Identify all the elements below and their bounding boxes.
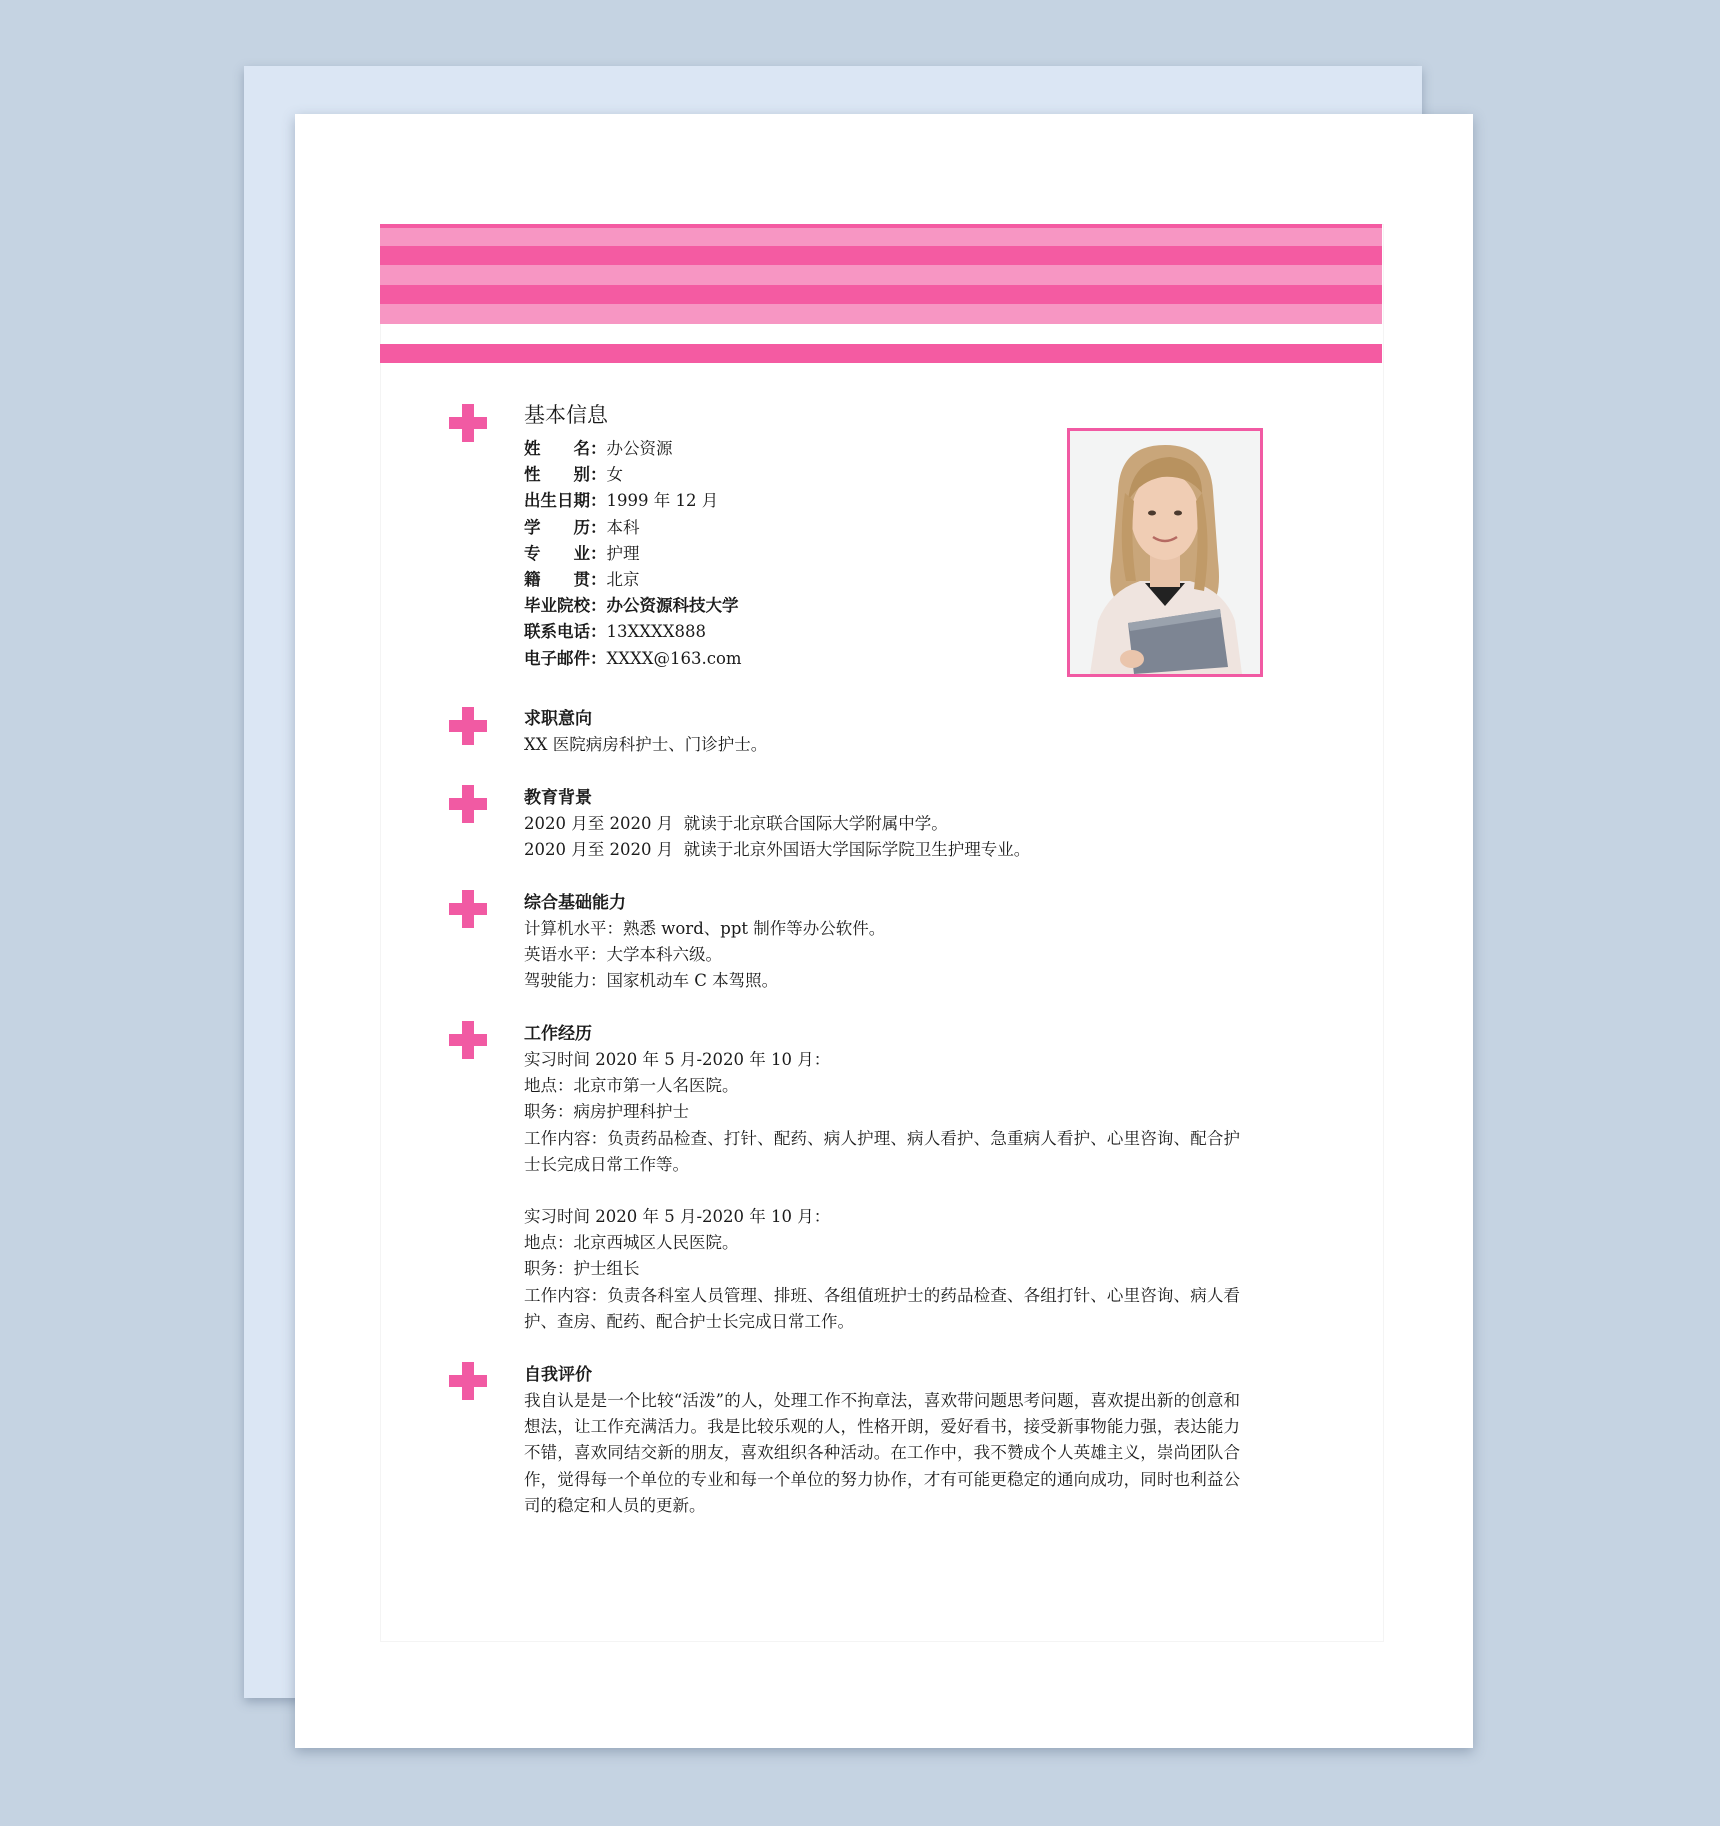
skill-line: 英语水平：大学本科六级。 (524, 945, 722, 965)
plus-cross-icon (449, 404, 487, 442)
portrait-image (1070, 431, 1260, 674)
plus-cross-icon (449, 1021, 487, 1059)
section-job-intent (524, 706, 1264, 758)
work-place: 地点：北京市第一人名医院。 (524, 1076, 739, 1096)
work-time: 实习时间 2020 年 5 月-2020 年 10 月： (524, 1050, 831, 1069)
education-line: 2020 月至 2020 月 就读于北京联合国际大学附属中学。 (524, 814, 948, 833)
info-label: 学 历： (524, 517, 607, 537)
plus-cross-icon (449, 707, 487, 745)
info-value: 本科 (606, 517, 640, 537)
info-label: 毕业院校： (524, 596, 607, 616)
section-skills (524, 890, 1264, 995)
section-title: 综合基础能力 (524, 893, 626, 913)
info-label: 电子邮件： (524, 648, 607, 668)
skill-line: 驾驶能力：国家机动车 C 本驾照。 (524, 971, 779, 991)
info-label: 联系电话： (524, 622, 607, 642)
work-content: 工作内容：负责各科室人员管理、排班、各组值班护士的药品检查、各组打针、心里咨询、病人看护、查房、配药、配合护士长完成日常工作。 (524, 1285, 1240, 1331)
info-label: 出生日期： (524, 491, 607, 511)
info-value: XXXX@163.com (606, 648, 742, 668)
work-time: 实习时间 2020 年 5 月-2020 年 10 月： (524, 1207, 831, 1227)
section-title: 求职意向 (524, 709, 592, 729)
info-label: 姓 名： (524, 439, 607, 458)
section-self-evaluation (524, 1362, 1264, 1519)
work-role: 职务：病房护理科护士 (524, 1102, 689, 1122)
info-value: 护理 (606, 543, 640, 563)
work-place: 地点：北京西城区人民医院。 (524, 1233, 739, 1253)
work-role: 职务：护士组长 (524, 1259, 640, 1279)
plus-cross-icon (449, 890, 487, 928)
section-education (524, 785, 1264, 863)
info-value: 办公资源科技大学 (606, 596, 739, 616)
info-value: 办公资源 (606, 439, 673, 458)
self-evaluation-text: 我自认是是一个比较“活泼”的人，处理工作不拘章法，喜欢带问题思考问题，喜欢提出新的创意和想法，让工作充满活力。我是比较乐观的人，性格开朗，爱好看书，接受新事物能力强，表达能力不错，喜欢同结交新的朋友，喜欢组织各种活动。在工作中，我不赞成个人英雄主义，崇尚团队合作，觉得每一个单位的专业和每一个单位的努力协作，才有可能更稳定的通向成功，同时也利益公司的稳定和人员的更新。 (524, 1391, 1240, 1515)
info-label: 性 别： (524, 465, 607, 485)
section-title: 自我评价 (524, 1365, 592, 1385)
info-value: 13XXXX888 (606, 622, 706, 642)
info-value: 1999 年 12 月 (606, 491, 719, 511)
info-label: 籍 贯： (524, 570, 607, 590)
job-intent-text: XX 医院病房科护士、门诊护士。 (524, 735, 768, 754)
plus-cross-icon (449, 785, 487, 823)
education-line: 2020 月至 2020 月 就读于北京外国语大学国际学院卫生护理专业。 (524, 840, 1031, 860)
work-content: 工作内容：负责药品检查、打针、配药、病人护理、病人看护、急重病人看护、心里咨询、配合护士长完成日常工作等。 (524, 1128, 1240, 1174)
profile-photo (1067, 428, 1263, 677)
header-stripes (380, 224, 1382, 324)
info-label: 专 业： (524, 543, 607, 563)
header-bar (380, 344, 1382, 363)
section-title: 基本信息 (524, 403, 608, 427)
skill-line: 计算机水平：熟悉 word、ppt 制作等办公软件。 (524, 919, 886, 938)
section-title: 教育背景 (524, 788, 592, 808)
section-work (524, 1021, 1264, 1335)
plus-cross-icon (449, 1362, 487, 1400)
section-title: 工作经历 (524, 1024, 592, 1044)
info-value: 女 (606, 465, 623, 485)
resume-page (295, 114, 1473, 1748)
info-value: 北京 (606, 570, 640, 590)
